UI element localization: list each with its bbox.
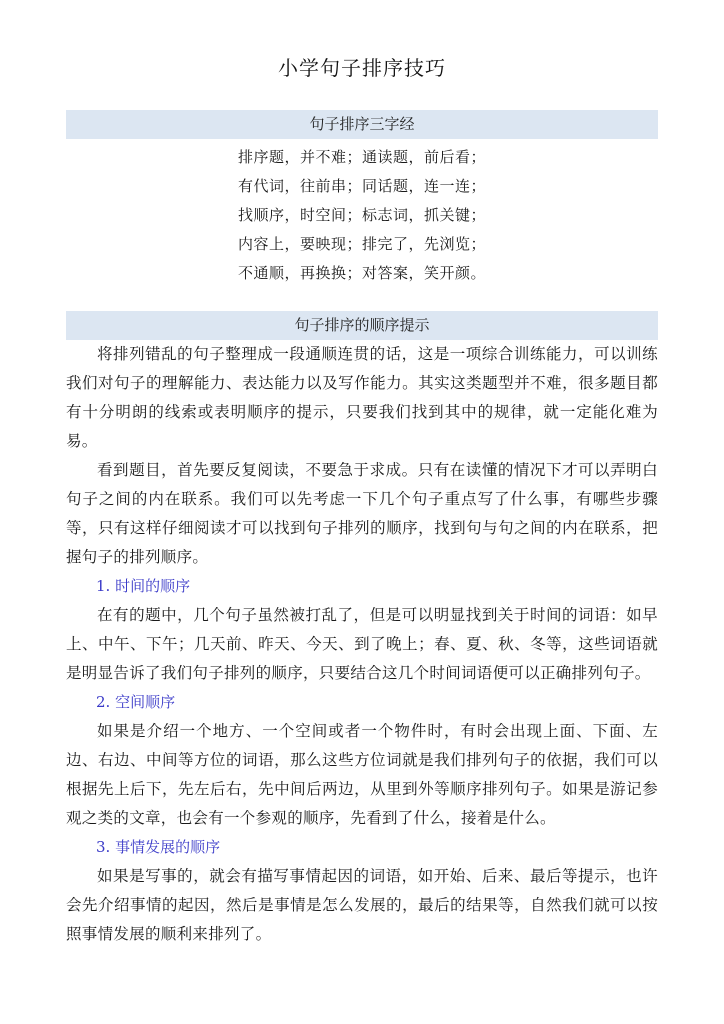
section-header-order-hints: 句子排序的顺序提示 [66, 311, 658, 340]
rhyme-line: 内容上，要映现；排完了，先浏览； [237, 235, 486, 253]
rhyme-line: 找顺序，时空间；标志词，抓关键； [237, 206, 486, 224]
rhyme-line: 排序题，并不难；通读题，前后看； [237, 148, 486, 166]
event-order-paragraph: 如果是写事的，就会有描写事情起因的词语，如开始、后来、最后等提示，也许会先介绍事情的起因，然后是事情是怎么发展的，最后的结果等，自然我们就可以按照事情发展的顺利来排列了。 [66, 867, 658, 943]
rhyme-line: 不通顺，再换换；对答案，笑开颜。 [237, 264, 486, 282]
intro-paragraph: 看到题目，首先要反复阅读，不要急于求成。只有在读懂的情况下才可以弄明白句子之间的内在联系。我们可以先考虑一下几个句子重点写了什么事，有哪些步骤等，只有这样仔细阅读才可以找到句子排列的顺序，找到句与句之间的内在联系，把握句子的排列顺序。 [66, 461, 658, 566]
article-body [66, 340, 658, 949]
page-title: 小学句子排序技巧 [278, 56, 446, 80]
rhyme-line: 有代词，往前串；同话题，连一连； [237, 177, 486, 195]
subheading-event-order: 3. 事情发展的顺序 [96, 838, 221, 856]
time-order-paragraph: 在有的题中，几个句子虽然被打乱了，但是可以明显找到关于时间的词语：如早上、中午、下午；几天前、昨天、今天、到了晚上；春、夏、秋、冬等，这些词语就是明显告诉了我们句子排列的顺序，只要结合这几个时间词语便可以正确排列句子。 [66, 606, 658, 682]
space-order-paragraph: 如果是介绍一个地方、一个空间或者一个物件时，有时会出现上面、下面、左边、右边、中间等方位的词语，那么这些方位词就是我们排列句子的依据，我们可以根据先上后下，先左后右，先中间后两边，从里到外等顺序排列句子。如果是游记参观之类的文章，也会有一个参观的顺序，先看到了什么，接着是什么。 [66, 722, 658, 827]
section-header-three-character-rhyme: 句子排序三字经 [66, 110, 658, 139]
rhyme-block [0, 143, 724, 288]
intro-paragraph: 将排列错乱的句子整理成一段通顺连贯的话，这是一项综合训练能力，可以训练我们对句子的理解能力、表达能力以及写作能力。其实这类题型并不难，很多题目都有十分明朗的线索或表明顺序的提示，只要我们找到其中的规律，就一定能化难为易。 [66, 345, 658, 450]
subheading-time-order: 1. 时间的顺序 [96, 577, 191, 595]
subheading-space-order: 2. 空间顺序 [96, 693, 176, 711]
